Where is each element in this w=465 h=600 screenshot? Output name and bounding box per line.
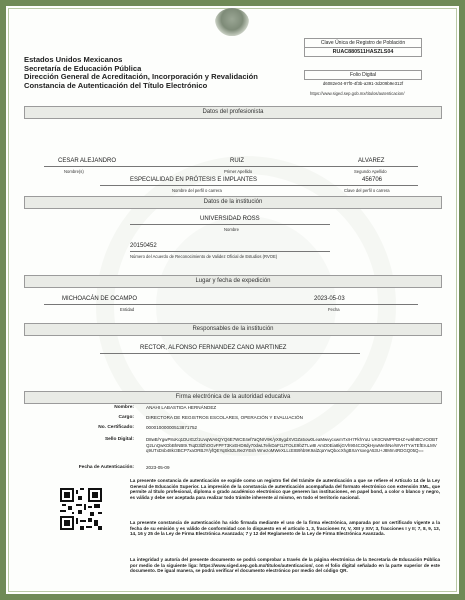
nombre-value: CESAR ALEJANDRO [58,158,117,164]
apellido1-label: Primer Apellido [224,169,253,174]
firma-sello-value: D8wB/YgwP8oKq1DUIGZ/1UvqWA6QYQ6E7WCE4ef7aQNIV9K/yX8ygdXVDZa5ow0LeaMwvycxwmTxrH7FkhYuU UK0CNMPPDHZ+w6h8tCVOOBTQ2LnQwKDbBhNBt9.TsqD3lZhOGvFPFT3KxEHD8dy70dwLTe/kDaFt1JTOLE9bZTLw8I AmD0Eia8kjGVh904COQkHywMethNe/WVHTYwTEfEruLMVq9UTxDsb48kr3BCP7xaORBJY/yfQEYqSk52LI9e2YEsh WnezoMWeXLLcEIB9hb9K9alZqaYwQbocXhgBXaYsxegA53U+J8Mm4RDGQ05Q== [146,437,438,454]
firma-cargo-key: Cargo: [118,415,134,420]
section-expedicion: Lugar y fecha de expedición [24,275,442,288]
section-firma: Firma electrónica de la autoridad educativa [24,391,442,404]
divider [100,353,360,354]
firma-sello-key: Sello Digital: [104,437,134,442]
qr-code-icon[interactable] [60,488,102,530]
rector-value: RECTOR, ALFONSO FERNANDEZ CANO MARTINEZ [140,345,287,351]
institucion-label: Nombre [224,227,239,232]
apellido2-value: ALVAREZ [358,158,385,164]
legal-paragraph-2: La presente constancia de autenticación ha sido firmada mediante el uso de la firma electrónica, amparada por un certificado vigente a la fecha de su emisión y es válido de conformidad con lo dispuesto en el artículo 1, 3, fracciones IV, V, XIII y XIV; 3, fracciones I y II; 7, 8, 9, 13, 14, 16 y 25 de la Ley de Firma Electrónica Avanzada; 7 y 12 del Reglamento de la Ley de Firma Electrónica Avanzada. [130,520,440,537]
clave-value: 456706 [362,177,383,183]
document-header: Estados Unidos Mexicanos Secretaría de Educación Pública Dirección General de Acreditación, Incorporación y Revalidación Constancia de Autenticación del Título Electrónico [24,55,258,90]
entidad-value: MICHOACÁN DE OCAMPO [62,296,138,302]
divider [130,224,330,225]
divider [100,185,418,186]
folio-box: Folio Digital d6082e04-97f0-4f3b-a391-3d209b9e312f [304,70,422,86]
fecha-autenticacion-key: Fecha de Autenticación: [78,465,134,470]
carrera-value: ESPECIALIDAD EN PRÓTESIS E IMPLANTES [130,177,258,183]
section-responsables: Responsables de la institución [24,323,442,336]
divider [44,304,418,305]
apellido2-label: Segundo Apellido [354,169,387,174]
fecha-value: 2023-05-03 [314,296,345,302]
clave-label: Clave del perfil o carrera [344,188,390,193]
curp-box: Clave Única de Registro de Población RUAC880511HASZLS04 [304,38,422,57]
rvoe-label: Número del Acuerdo de Reconocimiento de Validez Oficial de Estudios (RVOE) [130,254,278,259]
legal-paragraph-1: La presente constancia de autenticación se expide como un registro fiel del trámite de autenticación a que se refiere el Artículo 14 de la Ley General de Educación Superior. La impresión de la constancia de autenticación acompañada del formato electrónico con extensión XML, que permite al título profesional, diploma o grado académico electrónico que generen las instituciones, en papel bond, a color o blanco y negro, es válida y debe ser aceptada para realizar todo trámite inherente al mismo, en todo el territorio nacional. [130,478,440,500]
firma-cert-value: 00001000000513871752 [146,425,198,430]
firma-cargo-value: DIRECTORA DE REGISTROS ESCOLARES, OPERACIÓN Y EVALUACIÓN [146,415,303,420]
section-institucion: Datos de la institución [24,196,442,209]
section-profesionista: Datos del profesionista [24,106,442,119]
carrera-label: Nombre del perfil o carrera [172,188,222,193]
firma-nombre-key: Nombre: [114,405,134,410]
firma-nombre-value: ANAHI LABASTIDA HERNÁNDEZ [146,405,217,410]
apellido1-value: RUIZ [230,158,244,164]
entidad-label: Entidad [120,307,135,312]
watermark-center [156,216,336,396]
rvoe-value: 20150452 [130,243,157,249]
divider [130,251,330,252]
verification-url[interactable]: https://www.siged.sep.gob.mx/titulos/autenticacion/ [310,91,405,96]
fecha-label: Fecha [328,307,340,312]
nombre-label: Nombre(s) [64,169,84,174]
divider [44,166,418,167]
national-seal-icon [215,8,249,36]
institucion-value: UNIVERSIDAD ROSS [200,216,260,222]
fecha-autenticacion-value: 2023-05-09 [146,465,170,470]
firma-cert-key: No. Certificado: [98,425,134,430]
legal-paragraph-3: La integridad y autoría del presente documento se podrá comprobar a través de la página electrónica de la Secretaría de Educación Pública por medio de la siguiente liga: https://www.siged.sep.gob.mx/titulos/autenticacion/, con el folio digital señalado en la parte superior de este documento. De igual manera, se podrá verificar el documento electrónico por medio del código QR. [130,557,440,574]
